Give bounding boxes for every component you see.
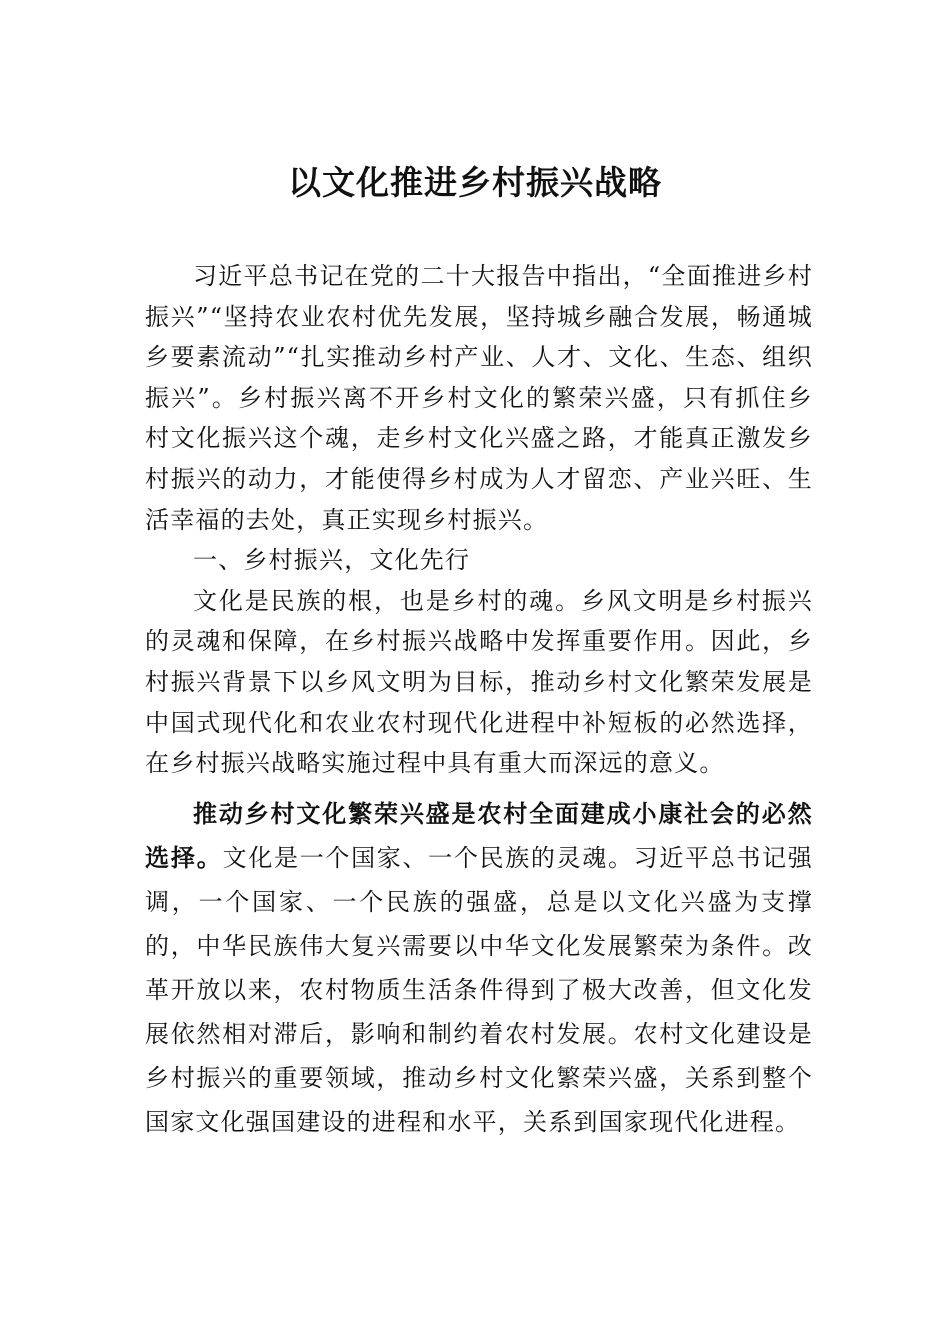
necessity-paragraph [145,792,813,1144]
section-heading: 一、乡村振兴，文化先行 [193,546,471,575]
paragraph-lead-bold: 推动乡村文化繁荣兴盛是农村全面建成小康社会的必然选择。 [145,799,813,872]
paragraph-body-text: 文化是一个国家、一个民族的灵魂。习近平总书记强调，一个国家、一个民族的强盛，总是以文化兴盛为支撑的，中华民族伟大复兴需要以中华文化发展繁荣为条件。改革开放以来，农村物质生活条件得到了极大改善，但文化发展依然相对滞后，影响和制约着农村发展。农村文化建设是乡村振兴的重要领域，推动乡村文化繁荣兴盛，关系到整个国家文化强国建设的进程和水平，关系到国家现代化进程。 [145,843,813,1136]
document-body [145,256,813,1144]
culture-paragraph: 文化是民族的根，也是乡村的魂。乡风文明是乡村振兴的灵魂和保障，在乡村振兴战略中发挥重要作用。因此，乡村振兴背景下以乡风文明为目标，推动乡村文化繁荣发展是中国式现代化和农业农村现代化进程中补短板的必然选择， 在乡村振兴战略实施过程中具有重大而深远的意义。 [145,586,813,778]
document-title: 以文化推进乡村振兴战略 [288,163,662,202]
intro-paragraph: 习近平总书记在党的二十大报告中指出，“全面推进乡村振兴”“坚持农业农村优先发展，坚持城乡融合发展，畅通城乡要素流动”“扎实推动乡村产业、人才、文化、生态、组织振兴”。乡村振兴离不开乡村文化的繁荣兴盛，只有抓住乡村文化振兴这个魂，走乡村文化兴盛之路，才能真正激发乡村振兴的动力，才能使得乡村成为人才留恋、产业兴旺、生活幸福的去处，真正实现乡村振兴。 [145,262,813,534]
